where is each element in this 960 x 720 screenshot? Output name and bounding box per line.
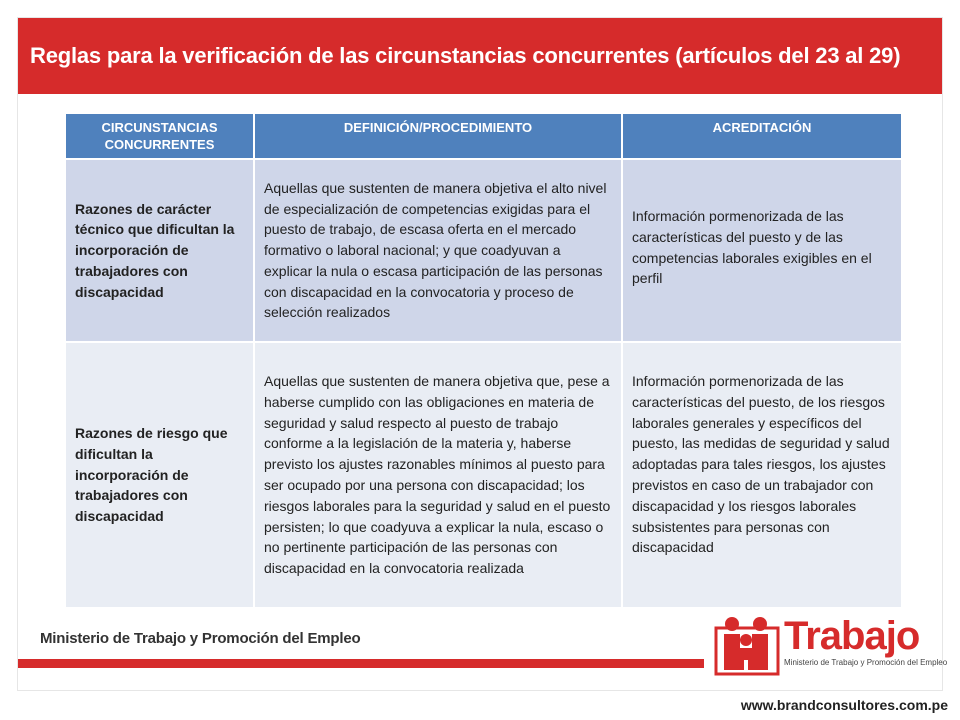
trabajo-logo [714,614,948,676]
website-url: www.brandconsultores.com.pe [740,697,948,713]
family-logo-icon [714,614,780,676]
header-definicion: DEFINICIÓN/PROCEDIMIENTO [254,114,622,159]
circunstancia-cell: Razones de riesgo que dificultan la incorporación de trabajadores con discapacidad [66,342,254,607]
definicion-cell: Aquellas que sustenten de manera objetiva el alto nivel de especialización de competencias exigidas para el puesto de trabajo, de escasa oferta en el mercado formativo o laboral nacional; y que coadyuvan a explicar la nula o escasa participación de las personas con discapacidad en la convocatoria y proceso de selección realizados [254,159,622,342]
circunstancia-cell: Razones de carácter técnico que dificultan la incorporación de trabajadores con discapacidad [66,159,254,342]
table-row [66,159,901,342]
rules-table [66,114,901,607]
table-row [66,342,901,607]
slide-title: Reglas para la verificación de las circunstancias concurrentes (artículos del 23 al 29) [30,43,901,68]
logo-wordmark: Trabajo [784,614,920,658]
acreditacion-cell: Información pormenorizada de las características del puesto, de los riesgos laborales generales y específicos del puesto, las medidas de seguridad y salud adoptadas para tales riesgos, los ajustes previstos en caso de un trabajador con discapacidad y los riesgos laborales subsistentes para personas con discapacidad [622,342,901,607]
acreditacion-cell: Información pormenorizada de las características del puesto y de las competencias laborales exigibles en el perfil [622,159,901,342]
ministry-name: Ministerio de Trabajo y Promoción del Empleo [40,630,361,647]
table-header-row [66,114,901,159]
header-circunstancias: CIRCUNSTANCIAS CONCURRENTES [66,114,254,159]
footer-divider [18,659,704,668]
title-bar [18,18,942,94]
definicion-cell: Aquellas que sustenten de manera objetiva que, pese a haberse cumplido con las obligaciones en materia de seguridad y salud respecto al puesto de trabajo conforme a la legislación de la materia y, haberse previsto los ajustes razonables mínimos al puesto para ser ocupado por una persona con discapacidad; los riesgos laborales para la seguridad y salud en el puesto persisten; lo que coadyuva a explicar la nula, escaso o no pertinente participación de las personas con discapacidad en la convocatoria realizada [254,342,622,607]
header-acreditacion: ACREDITACIÓN [622,114,901,159]
logo-subtitle: Ministerio de Trabajo y Promoción del Empleo [784,658,948,667]
slide [18,18,948,690]
